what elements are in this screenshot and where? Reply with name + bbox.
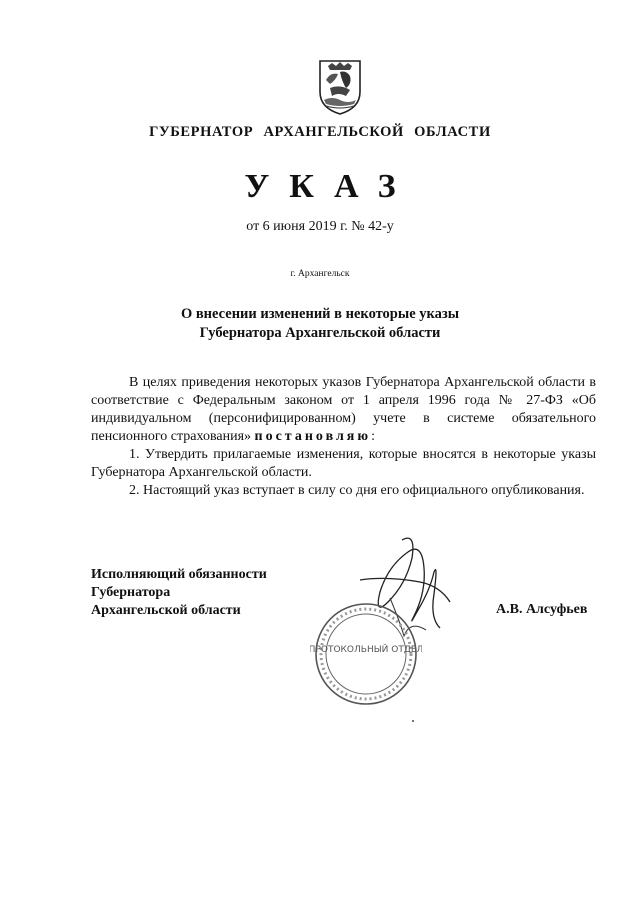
document-title bbox=[0, 305, 640, 343]
issuing-authority: ГУБЕРНАТОР АРХАНГЕЛЬСКОЙ ОБЛАСТИ bbox=[149, 124, 491, 140]
stamp-text: ПРОТОКОЛЬНЫЙ ОТДЕЛ bbox=[310, 645, 422, 655]
preamble-paragraph bbox=[91, 374, 596, 446]
signer-position-line-2: Губернатора bbox=[91, 585, 171, 600]
signer-position-line-1: Исполняющий обязанности bbox=[91, 567, 267, 582]
signer-position bbox=[91, 566, 267, 620]
document-title-line-2: Губернатора Архангельской области bbox=[199, 325, 441, 341]
clause-2: 2. Настоящий указ вступает в силу со дня его официального опубликования. bbox=[129, 483, 585, 498]
stamp-icon bbox=[310, 600, 422, 708]
document-type: УКАЗ bbox=[244, 168, 416, 205]
decree-colon: : bbox=[371, 429, 375, 444]
document-city: г. Архангельск bbox=[290, 269, 350, 279]
decree-word: постановляю bbox=[254, 429, 372, 444]
clause-1: 1. Утвердить прилагаемые изменения, которые вносятся в некоторые указы Губернатора Архангельской области. bbox=[91, 447, 596, 480]
document-date-number: от 6 июня 2019 г. № 42-у bbox=[246, 219, 394, 234]
signer-name: А.В. Алсуфьев bbox=[496, 602, 588, 617]
signer-position-line-3: Архангельской области bbox=[91, 603, 241, 618]
coat-of-arms-icon bbox=[316, 58, 364, 116]
scan-speck bbox=[412, 720, 414, 722]
document-body bbox=[91, 374, 596, 500]
preamble-text: В целях приведения некоторых указов Губернатора Архангельской области в соответствие с Федеральным законом от 1 апреля 1996 года № 27-ФЗ «Об индивидуальном (персонифицированном) учете в системе обязательного пенсионного страхования» bbox=[91, 375, 596, 444]
document-title-line-1: О внесении изменений в некоторые указы bbox=[180, 306, 460, 322]
